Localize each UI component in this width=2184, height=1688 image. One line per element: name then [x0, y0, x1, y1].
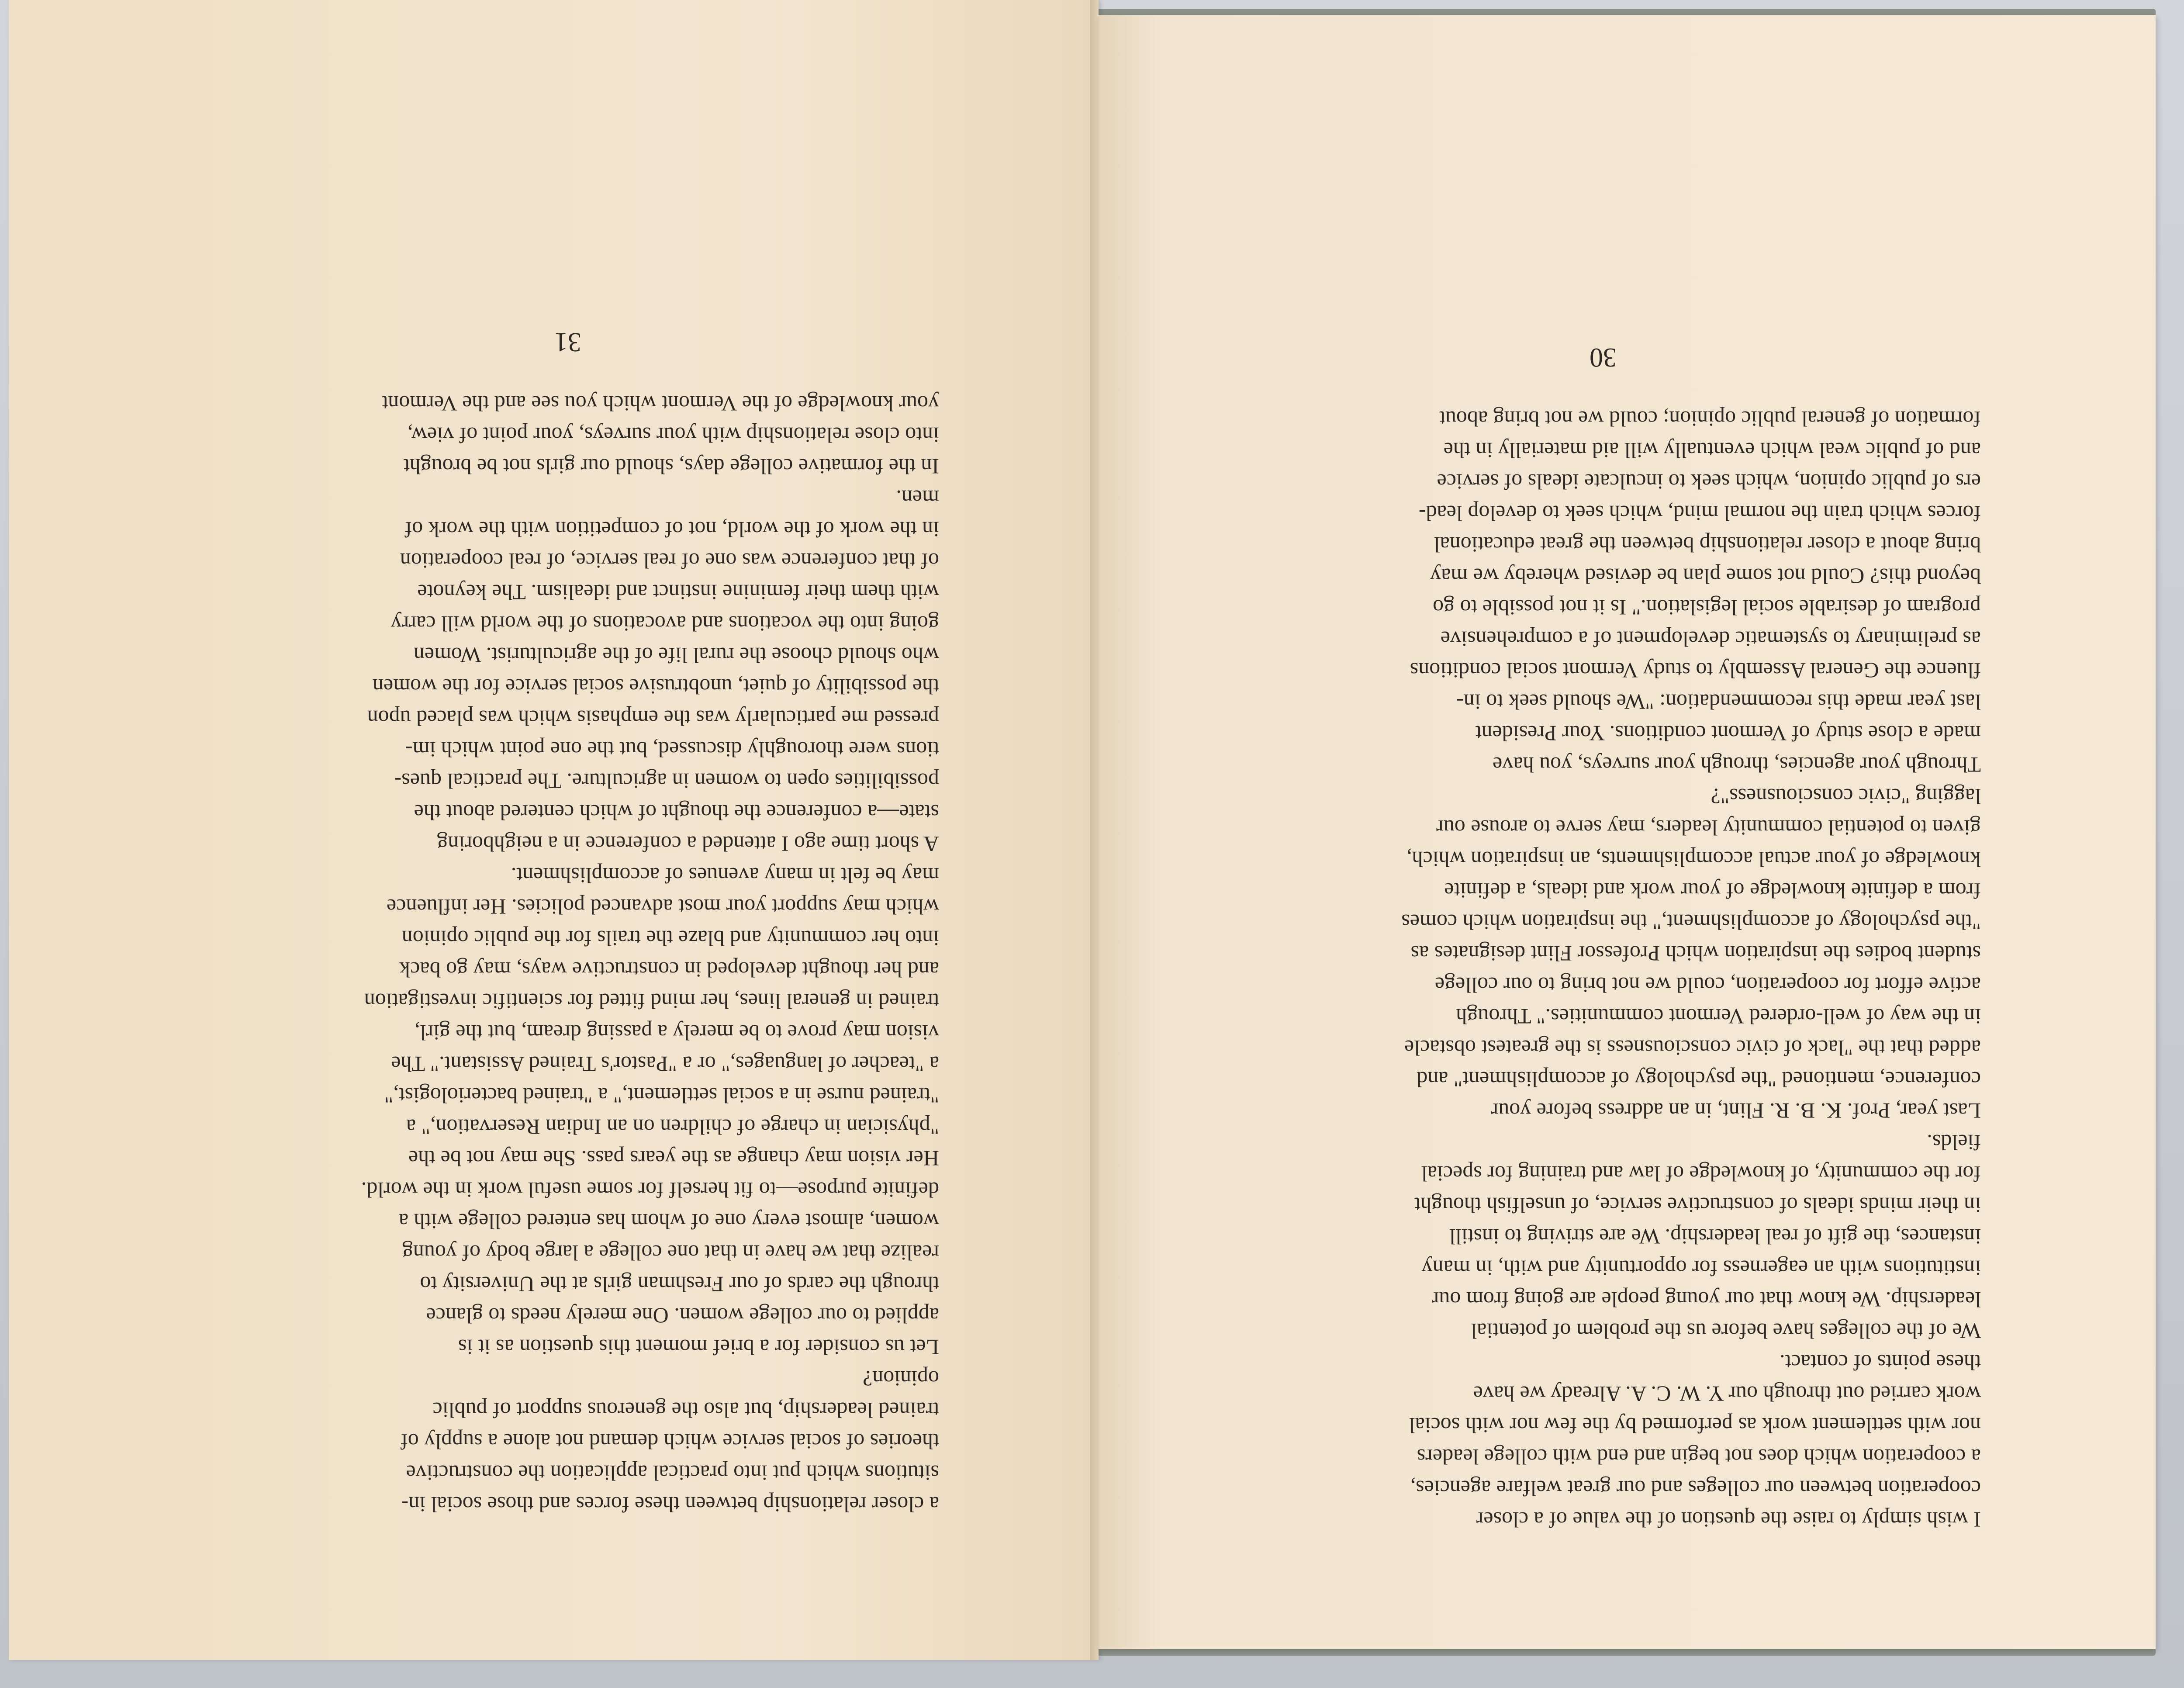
- text-line: opinion?: [863, 1366, 939, 1391]
- text-line: men.: [896, 486, 939, 510]
- text-line: beyond this? Could not some plan be devised whereby we may: [1430, 564, 1981, 588]
- right-page-number: 30: [1590, 342, 1617, 372]
- text-line: vision may prove to be merely a passing dream, but the girl,: [414, 1020, 939, 1045]
- text-line: fields.: [1927, 1130, 1981, 1155]
- text-line: bring about a closer relationship between the great educational: [1434, 533, 1981, 557]
- text-line: for the community, of knowledge of law and training for special: [1421, 1162, 1981, 1186]
- right-page-text: [1225, 403, 1981, 1536]
- text-line: leadership. We know that our young people are going from our: [1431, 1287, 1981, 1312]
- text-line: I wish simply to raise the question of the value of a closer: [1476, 1508, 1981, 1532]
- text-line: through the cards of our Freshman girls at the University to: [420, 1272, 939, 1297]
- text-line: in their minds ideals of constructive service, of unselfish thought: [1414, 1193, 1981, 1218]
- text-line: We of the colleges have before us the problem of potential: [1471, 1319, 1981, 1343]
- text-line: nor with settlement work as performed by the few nor with social: [1409, 1413, 1981, 1438]
- text-line: the possibility of quiet, unobtrusive social service for the women: [373, 675, 939, 699]
- text-line: student bodies the inspiration which Professor Flint designates as: [1410, 941, 1981, 966]
- right-page-content: [1225, 234, 1981, 1536]
- text-line: tions were thoroughly discussed, but the one point which im-: [405, 737, 939, 762]
- text-line: women, almost every one of whom has entered college with a: [398, 1209, 939, 1234]
- text-line: a closer relationship between these forces and those social in-: [401, 1492, 939, 1517]
- text-line: program of desirable social legislation." Is it not possible to go: [1433, 595, 1981, 620]
- text-line: which may support your most advanced policies. Her influence: [387, 895, 939, 919]
- text-line: theories of social service which demand not alone a supply of: [401, 1429, 939, 1454]
- text-line: situtions which put into practical application the constructive: [406, 1461, 939, 1485]
- text-line: as preliminary to systematic development of a comprehensive: [1440, 627, 1981, 651]
- text-line: Last year, Prof. K. B. R. Flint, in an address before your: [1491, 1099, 1981, 1123]
- text-line: a "teacher of languages," or a "Pastor's Trained Assistant." The: [391, 1052, 939, 1076]
- text-line: made a close study of Vermont conditions. Your President: [1475, 721, 1981, 746]
- left-page-content: [197, 218, 939, 1520]
- text-line: Let us consider for a brief moment this question as it is: [458, 1335, 939, 1359]
- text-line: from a definite knowledge of your work and ideals, a definite: [1444, 879, 1981, 903]
- text-line: pressed me particularly was the emphasis which was placed upon: [367, 706, 939, 730]
- text-line: into close relationship with your surveys, your point of view,: [407, 423, 939, 447]
- text-line: given to potential community leaders, may serve to arouse our: [1436, 816, 1981, 840]
- text-line: "trained nurse in a social settlement," a "trained bacteriologist,": [384, 1083, 939, 1108]
- text-line: trained leadership, but also the generous support of public: [432, 1398, 939, 1422]
- text-line: state—a conference the thought of which centered about the: [414, 800, 939, 825]
- text-line: and her thought developed in constructive ways, may go back: [399, 958, 939, 982]
- text-line: your knowledge of the Vermont which you see and the Vermont: [382, 391, 939, 416]
- text-line: active effort for cooperation, could we not bring to our college: [1434, 973, 1981, 997]
- text-line: these points of contact.: [1780, 1350, 1981, 1375]
- book-gutter: [1090, 0, 1107, 1660]
- text-line: conference, mentioned "the psychology of accomplishment" and: [1417, 1067, 1981, 1092]
- text-line: institutions with an eagerness for opportunity and with, in many: [1421, 1256, 1981, 1280]
- text-line: "the psychology of accomplishment," the inspiration which comes: [1401, 910, 1981, 934]
- text-line: going into the vocations and avocations of the world will carry: [390, 612, 939, 636]
- text-line: cooperation between our colleges and our great welfare agencies,: [1410, 1476, 1981, 1501]
- left-page-text: [197, 388, 939, 1520]
- text-line: ers of public opinion, which seek to inculcate ideals of service: [1437, 470, 1981, 494]
- text-line: Through your agencies, through your surveys, you have: [1493, 753, 1981, 777]
- text-line: forces which train the normal mind, which seek to develop lead-: [1418, 501, 1981, 526]
- text-line: "physician in charge of children on an Indian Reservation," a: [406, 1115, 939, 1139]
- text-line: may be felt in many avenues of accomplishment.: [511, 863, 939, 888]
- text-line: added that the "lack of civic consciousness is the greatest obstacle: [1404, 1036, 1981, 1060]
- text-line: last year made this recommendation: "We should seek to in-: [1456, 690, 1981, 714]
- left-page: [9, 0, 1099, 1660]
- text-line: who should choose the rural life of the agriculturist. Women: [413, 643, 939, 668]
- text-line: a cooperation which does not begin and end with college leaders: [1417, 1445, 1981, 1469]
- text-line: Her vision may change as the years pass. She may not be the: [408, 1146, 939, 1171]
- text-line: possibilities open to women in agriculture. The practical ques-: [394, 769, 939, 793]
- text-line: trained in general lines, her mind fitted for scientific investigation: [364, 989, 939, 1013]
- left-page-number: 31: [554, 327, 581, 357]
- text-line: of that conference was one of real service, of real cooperation: [400, 549, 939, 573]
- text-line: instances, the gift of real leadership. We are striving to instill: [1449, 1224, 1981, 1249]
- text-line: knowledge of your actual accomplishments, an inspiration which,: [1406, 847, 1981, 872]
- text-line: lagging "civic consciousness"?: [1711, 784, 1981, 809]
- text-line: applied to our college women. One merely needs to glance: [426, 1304, 939, 1328]
- text-line: work carried out through our Y. W. C. A. Already we have: [1473, 1382, 1981, 1406]
- text-line: in the work of the world, not of competition with the work of: [404, 517, 939, 542]
- text-line: in the way of well-ordered Vermont communities." Through: [1456, 1004, 1981, 1029]
- text-line: A short time ago I attended a conference in a neighboring: [437, 832, 939, 856]
- text-line: and of public weal which eventually will aid materially in the: [1443, 438, 1981, 463]
- text-line: In the formative college days, should our girls not be brought: [403, 454, 939, 479]
- text-line: realize that we have in that one college a large body of young: [402, 1241, 939, 1265]
- text-line: definite purpose—to fit herself for some useful work in the world.: [361, 1178, 939, 1202]
- text-line: fluence the General Assembly to study Vermont social conditions: [1410, 658, 1981, 683]
- text-line: with them their feminine instinct and idealism. The keynote: [417, 580, 939, 605]
- text-line: formation of general public opinion; could we not bring about: [1439, 407, 1981, 431]
- right-page: [1099, 15, 2156, 1649]
- text-line: into her community and blaze the trails for the public opinion: [401, 926, 939, 951]
